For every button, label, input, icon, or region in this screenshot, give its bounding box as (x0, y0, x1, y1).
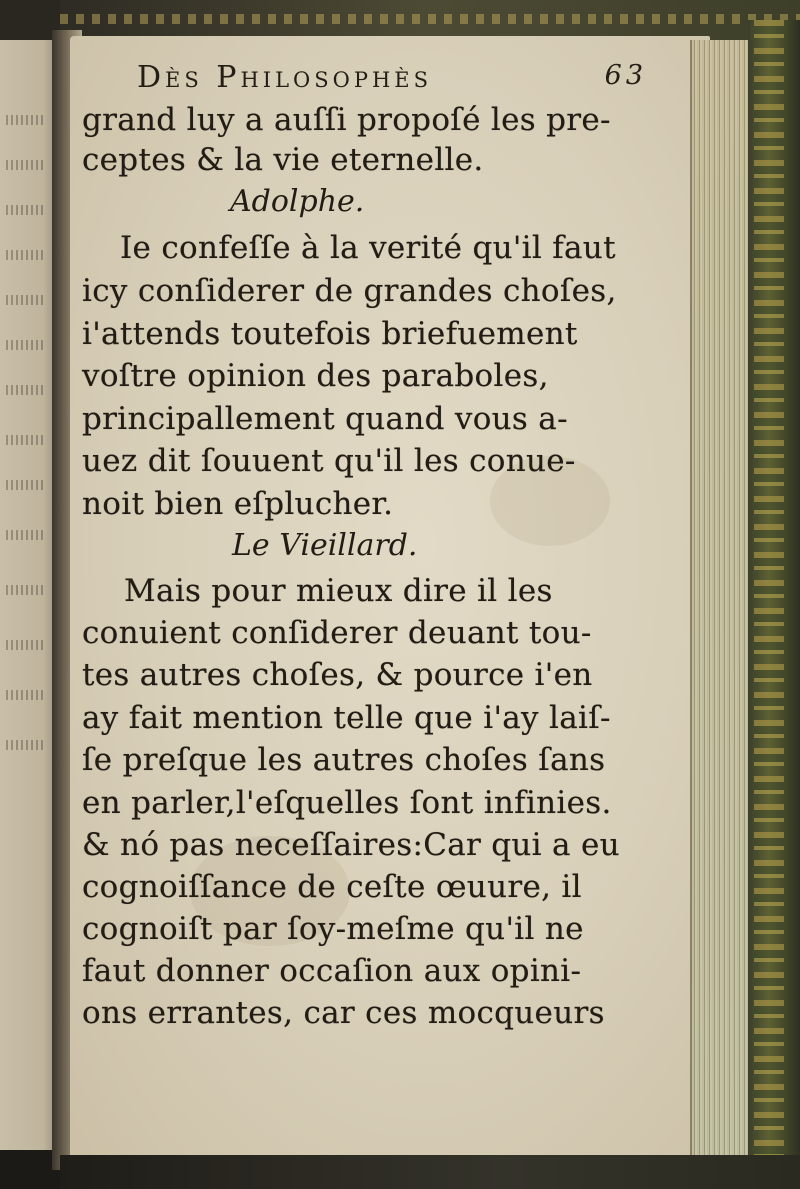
speaker-name: Le Vieillard. (232, 528, 418, 563)
page-fore-edge (690, 40, 750, 1160)
text-line: Ie confeſſe à la verité qu'il faut (120, 230, 616, 266)
page-number: 63 (604, 60, 647, 91)
running-head (137, 60, 647, 100)
text-line: principallement quand vous a- (82, 401, 568, 437)
text-line: icy conſiderer de grandes choſes, (82, 273, 617, 309)
bleed-through-mark (6, 250, 46, 260)
text-line: noit bien eſplucher. (82, 486, 394, 522)
bleed-through-mark (6, 640, 46, 650)
text-line: Mais pour mieux dire il les (124, 573, 553, 609)
bleed-through-mark (6, 385, 46, 395)
text-line: & nó pas neceſſaires:Car qui a eu (82, 827, 620, 863)
text-line: ons errantes, car ces mocqueurs (82, 995, 605, 1031)
text-line: uez dit ſouuent qu'il les conue- (82, 443, 576, 479)
bleed-through-mark (6, 530, 46, 540)
bleed-through-mark (6, 160, 46, 170)
bleed-through-mark (6, 740, 46, 750)
bleed-through-mark (6, 435, 46, 445)
bleed-through-mark (6, 295, 46, 305)
text-line: en parler,l'eſquelles ſont infinies. (82, 785, 612, 821)
text-line: grand luy a auſſi propoſé les pre- (82, 102, 611, 138)
text-line: faut donner occaſion aux opini- (82, 953, 582, 989)
fore-edge-tint (692, 40, 750, 1160)
bleed-through-mark (6, 115, 46, 125)
gilt-binding-edge (748, 20, 800, 1180)
gilt-pattern (754, 20, 784, 1180)
bleed-through-mark (6, 585, 46, 595)
bottom-binding-strip (60, 1155, 800, 1189)
text-line: conuient conſiderer deuant tou- (82, 615, 592, 651)
text-line: cognoiſſance de ceſte œuure, il (82, 869, 582, 905)
bleed-through-mark (6, 690, 46, 700)
text-line: ceptes & la vie eternelle. (82, 142, 484, 178)
text-line: i'attends toutefois briefuement (82, 316, 578, 352)
speaker-name: Adolphe. (230, 184, 365, 219)
top-binding-pattern (60, 14, 800, 24)
text-line: ay fait mention telle que i'ay laiſ- (82, 700, 611, 736)
bleed-through-mark (6, 340, 46, 350)
running-head-title: Dès Philoſophès (137, 60, 433, 95)
text-line: ſe preſque les autres choſes ſans (82, 742, 606, 778)
text-line: cognoiſt par ſoy-meſme qu'il ne (82, 911, 584, 947)
bleed-through-mark (6, 205, 46, 215)
bleed-through-mark (6, 480, 46, 490)
text-line: tes autres choſes, & pource i'en (82, 657, 593, 693)
text-line: voſtre opinion des paraboles, (82, 358, 549, 394)
